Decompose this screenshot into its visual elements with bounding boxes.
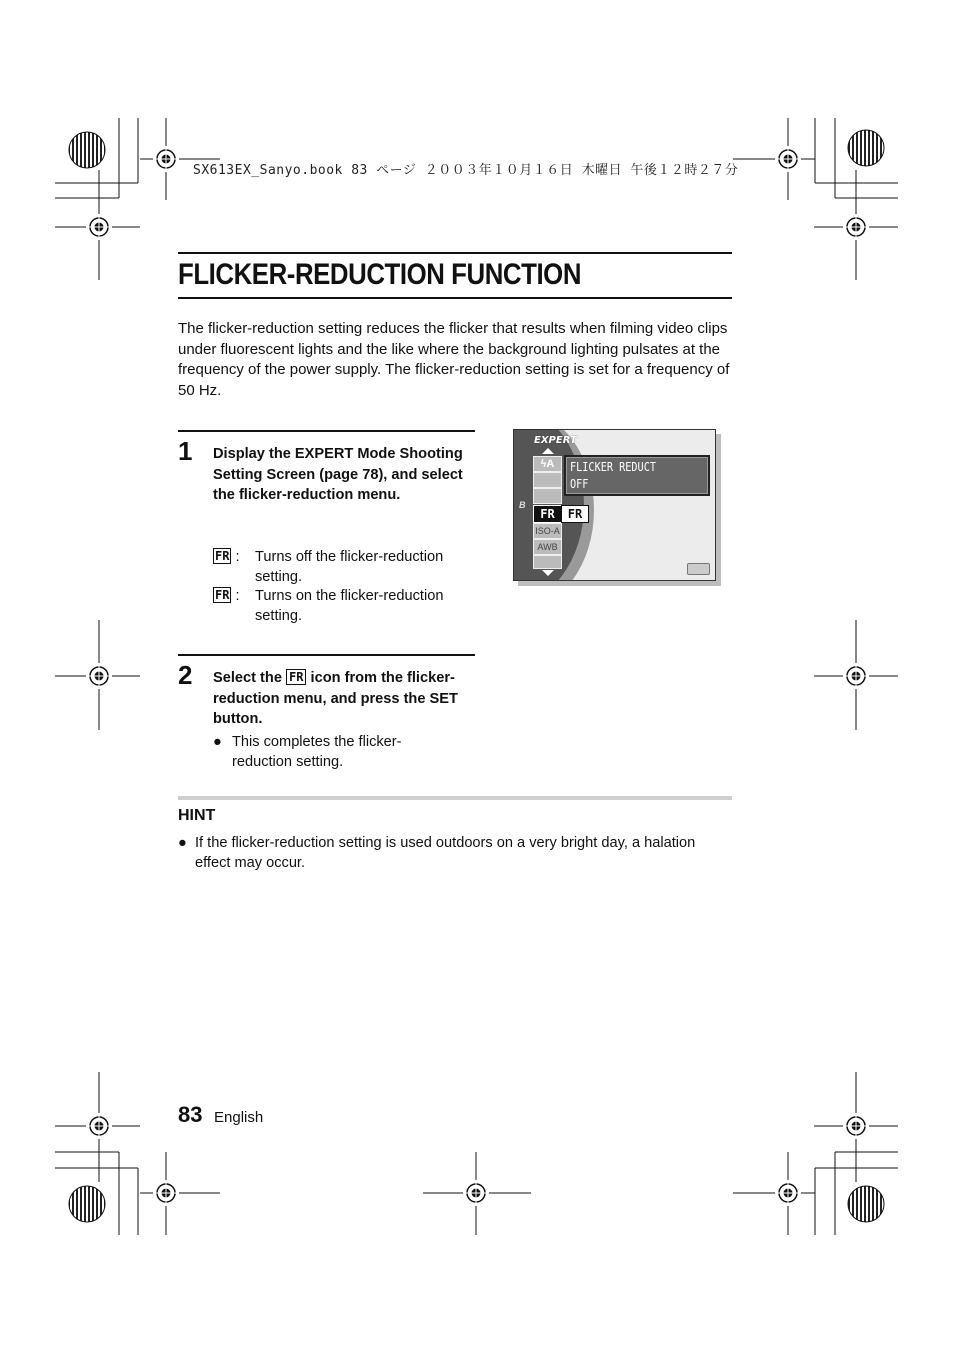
page-title: FLICKER-REDUCTION FUNCTION <box>178 258 582 291</box>
step2-text-before: Select the <box>213 670 282 686</box>
wrench-icon <box>533 555 562 569</box>
hint-bar <box>178 796 732 800</box>
hint-text: If the flicker-reduction setting is used outdoors on a very bright day, a halation effect may occur. <box>195 835 696 871</box>
menu-popup <box>564 455 710 496</box>
flicker-on-icon: FR <box>215 588 230 602</box>
option-off-text: Turns off the flicker-reduction setting. <box>255 549 444 585</box>
step2-text-after: icon from the flicker-reduction menu, and press the SET button. <box>213 670 458 727</box>
option-separator: : <box>235 549 240 565</box>
side-letter: B <box>519 500 526 510</box>
flicker-on-icon: FR <box>561 505 589 523</box>
scroll-up-icon <box>542 448 554 454</box>
timer-icon <box>533 472 562 488</box>
scroll-down-icon <box>542 570 554 576</box>
scene-icon <box>533 488 562 504</box>
hint-title: HINT <box>178 807 216 824</box>
step2-text <box>213 668 485 730</box>
step2-number: 2 <box>178 660 193 690</box>
step1-number: 1 <box>178 436 193 466</box>
menu-title: FLICKER REDUCT <box>570 460 656 474</box>
step2-rule <box>178 654 475 656</box>
page-number: 83 <box>178 1102 203 1127</box>
step2-bullet-text: This completes the flicker-reduction setting. <box>232 734 402 770</box>
option-on-text: Turns on the flicker-reduction setting. <box>255 588 444 624</box>
iso-auto-icon: ISO-A <box>533 523 562 539</box>
print-header: SX613EX_Sanyo.book 83 ページ ２００３年１０月１６日 木曜日 午後１２時２７分 <box>193 163 739 178</box>
bullet-icon: ● <box>213 734 222 750</box>
intro-paragraph: The flicker-reduction setting reduces the flicker that results when filming video clips under fluorescent lights and the like where the background lighting pulsates at the frequency of the power supply. The flicker-reduction setting is set for a frequency of 50 Hz. <box>178 320 730 399</box>
option-on <box>213 587 483 624</box>
bullet-icon: ● <box>178 835 187 851</box>
step1-text: Display the EXPERT Mode Shooting Setting Screen (page 78), and select the flicker-reduction menu. <box>213 446 463 503</box>
camera-screen <box>513 429 716 581</box>
menu-value: OFF <box>570 477 589 491</box>
awb-icon: AWB <box>533 539 562 555</box>
battery-icon <box>687 563 710 575</box>
option-off <box>213 548 483 585</box>
flicker-on-icon: FR <box>286 669 306 685</box>
flicker-off-icon: FR <box>215 549 230 563</box>
expert-mode-label: EXPERT <box>534 435 577 446</box>
title-rule-bottom <box>178 297 732 299</box>
step1-rule <box>178 430 475 432</box>
option-separator: : <box>235 588 240 604</box>
flash-auto-icon: ϟA <box>533 456 562 472</box>
title-rule-top <box>178 252 732 254</box>
flicker-off-icon: FR <box>533 505 562 523</box>
page-language: English <box>214 1109 264 1126</box>
